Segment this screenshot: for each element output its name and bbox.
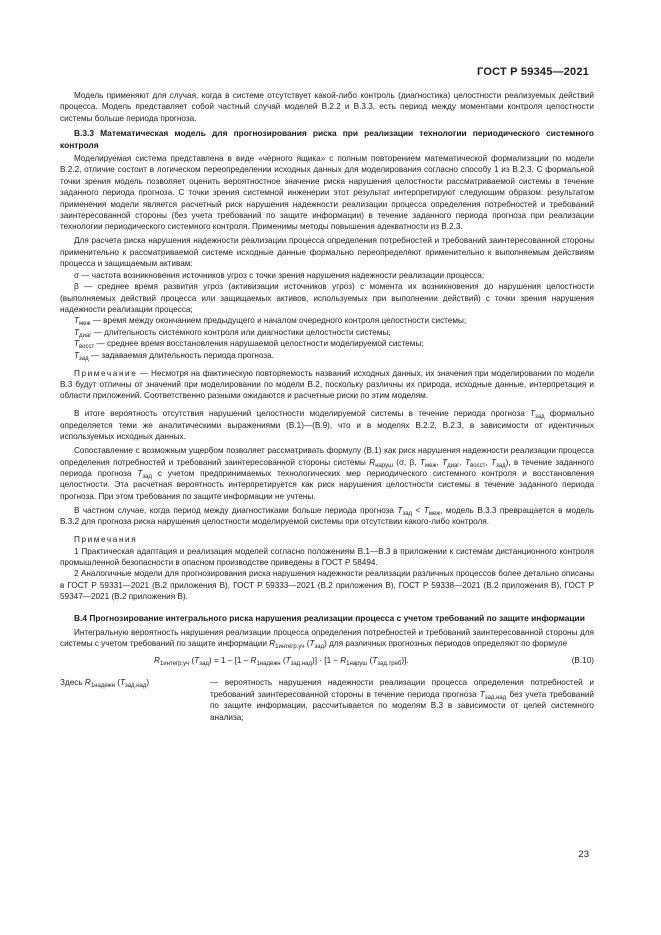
symbol-subscript: диаг xyxy=(79,332,92,339)
symbol-subscript: наруш xyxy=(375,462,393,469)
text-run: с учетом предпринимаемых технологических мер периодического системного контроля и восстановления целостности. Эта расчетная вероятность интерпретируется как риск нарушения целостности системы в течение заданного периода прогноза. При этом требования по защите информации не учтены. xyxy=(60,468,595,501)
text-run: < xyxy=(412,505,424,515)
definition-text: — среднее время восстановления нарушаемой целостности моделируемой системы; xyxy=(94,339,424,349)
symbol-t: T xyxy=(372,656,378,666)
symbol-t: T xyxy=(137,468,143,478)
symbol-r: R xyxy=(340,656,347,666)
symbol-subscript: 1надежн xyxy=(256,661,281,668)
paragraph-b33-model: Моделируемая система представлена в виде «черного ящика» с полным повторением математической формализации по модели В.2.2, отличие состоит в логическом переопределении исходных данных для моделирования согласно способу 1 из В.2.3. С формальной точки зрения модель позволяет оценить вероятностное значение риска нарушения целостности рассматриваемой системы в течение заданного периода прогноза. С точки зрения системной инженерии этот результат интерпретируют следующим образом: результатом применения модели является расчетный риск нарушения надежности реализации процесса определения потребностей и требований заинтересованной стороны (без учета требований по защите информации) в течение заданного периода прогноза при реализации технологии периодического системного контроля. Применимы методы повышения адекватности из В.2.3. xyxy=(60,154,594,232)
symbol-t: T xyxy=(74,339,80,349)
symbol-t: T xyxy=(74,316,80,326)
symbol-subscript: 1надежн xyxy=(90,683,115,690)
symbol-subscript: зад xyxy=(402,510,413,517)
text-run: ( xyxy=(114,678,120,688)
symbol-t: T xyxy=(423,505,429,515)
symbol-subscript: зад.над xyxy=(290,661,313,668)
definition-t-vosst xyxy=(60,338,594,349)
symbol-t: T xyxy=(490,457,496,467)
section-heading-b33: В.3.3 Математическая модель для прогнозирования риска при реализации технологии периодического системного контроля xyxy=(60,128,594,150)
definition-t-mezh xyxy=(60,315,594,326)
symbol-r: R xyxy=(154,656,160,666)
symbol-r: R xyxy=(369,457,376,467)
symbol-subscript: зад xyxy=(199,661,209,668)
text-run: ( xyxy=(189,656,195,666)
document-id-header: ГОСТ Р 59345—2021 xyxy=(477,66,589,78)
text-run: ( xyxy=(367,656,373,666)
symbol-t: T xyxy=(530,409,536,419)
symbol-t: T xyxy=(442,457,448,467)
definition-description xyxy=(210,677,594,723)
text-run: Сопоставление с возможным ущербом позволяет рассматривать формулу (В.1) как риск нарушения надежности реализации процесса определения потребностей и требований заинтересованной стороны системы xyxy=(60,446,594,467)
paragraph-intro: Модель применяют для случая, когда в системе отсутствует какой-либо контроль (диагностика) целостности реализуемых действий процесса. Модель представляет собой частный случай моделей В.2.2 и В.3.3, есть период между моментами контроля целостности системы больше периода прогноза. xyxy=(60,91,594,123)
text-run: Интегральную вероятность нарушения реализации процесса определения потребностей и требований заинтересованной стороны для системы с учетом требований по защите информации xyxy=(60,627,594,649)
symbol-subscript: зад xyxy=(495,462,506,469)
definition-term xyxy=(60,677,210,723)
symbol-subscript: меж xyxy=(428,510,441,517)
symbol-subscript: восст xyxy=(79,344,95,351)
definition-t-zad xyxy=(60,350,594,361)
symbol-sigma: σ xyxy=(74,270,80,280)
note-item-1: 1 Практическая адаптация и реализация моделей согласно положениям В.1—В.3 в приложении к системам дистанционного контроля промышленной безопасности в опасном производстве приведены в ГОСТ Р 58494. xyxy=(60,546,594,567)
symbol-t: T xyxy=(397,505,403,515)
paragraph-itog xyxy=(60,408,594,442)
symbol-subscript: зад xyxy=(314,644,325,651)
page-number: 23 xyxy=(578,849,589,860)
paragraph-b33-data: Для расчета риска нарушения надежности реализации процесса определения потребностей и требований заинтересованной стороны применительно к рассматриваемой системе исходные данные формально переопределяют применительно к выполняемым действиям процесса и защищаемым активам: xyxy=(60,236,594,269)
symbol-t: T xyxy=(74,350,80,360)
text-run: Здесь xyxy=(60,678,85,688)
text-run: — вероятность нарушения надежности реализации процесса определения потребностей и требований заинтересованной стороны в течение периода прогноза xyxy=(210,678,594,699)
symbol-t: T xyxy=(465,457,471,467)
symbol-subscript: 1интегр.уч xyxy=(159,661,190,668)
definition-t-diag xyxy=(60,327,594,338)
symbol-t: T xyxy=(74,327,80,337)
formula-number: (В.10) xyxy=(571,656,594,666)
symbol-subscript: зад.над xyxy=(484,694,507,701)
note-single xyxy=(60,368,594,402)
text-run: )]. xyxy=(401,656,409,666)
symbol-r: R xyxy=(269,639,276,649)
notes-heading: Примечания xyxy=(74,535,138,545)
paragraph-b4 xyxy=(60,627,594,650)
symbol-r: R xyxy=(250,656,257,666)
symbol-subscript: зад xyxy=(79,355,89,362)
symbol-subscript: восст xyxy=(470,462,486,469)
paragraph-chastny-sluchai xyxy=(60,505,594,528)
text-run: (σ, β, xyxy=(392,457,421,467)
symbol-subscript: зад.треб xyxy=(377,661,402,668)
definition-text: — частота возникновения источников угроз с точки зрения нарушения надежности реализации процесса; xyxy=(79,270,485,280)
definition-beta xyxy=(60,281,594,315)
paragraph-sopostavlenie: Сопоставление с возможным ущербом позволяет рассматривать формулу (В.1) как риск нарушения надежности реализации процесса определения потребностей и требований заинтересованной стороны системы $R_{наруш}$ (σ, β, $T_{меж}$, $T_{диаг}$, $T_{восст}$, $T_{зад}$), в течение заданного периода прогноза $T_{зад}$ с учетом предпринимаемых технологических мер периодического системного контроля и восстановления целостности. Эта расчетная вероятность интерпретируется как риск нарушения целостности системы в течение заданного периода прогноза. При этом требования по защите информации не учтены. xyxy=(60,446,595,501)
symbol-t: T xyxy=(285,656,291,666)
note-label: Примечание xyxy=(74,368,138,378)
text-run: ) для различных прогнозных периодов определяют по формуле xyxy=(324,639,568,649)
text-run: формально определяется теми же аналитическими выражениями (В.1)—(В.9), что и в моделях В.2.2, В.2.3, в зависимости от идентичных используемых исходных данных. xyxy=(60,409,594,442)
text-run: без учета требований по защите информации, рассчитывается по моделям В.3 в зависимости от целей системного анализа; xyxy=(210,689,595,722)
symbol-subscript: меж xyxy=(425,462,437,469)
text-run: ( xyxy=(280,656,286,666)
symbol-subscript: зад.над xyxy=(124,683,147,690)
text-run: , модель В.3.3 превращается в модель В.3.2 для прогноза риска нарушения целостности моделируемой системы при отсутствии какого-либо контроля. xyxy=(60,505,594,527)
symbol-subscript: зад xyxy=(535,414,545,421)
symbol-subscript: меж xyxy=(79,321,91,328)
text-run: ), в течение заданного периода прогноза xyxy=(60,457,594,478)
formula-b10 xyxy=(60,655,594,669)
symbol-r: R xyxy=(84,678,91,688)
symbol-subscript: 1наруш xyxy=(346,661,368,668)
text-run: )] · [1 – xyxy=(312,656,341,666)
formula-expression xyxy=(154,655,409,666)
note-text: — Несмотря на фактическую повторяемость названий исходных данных, их значения при моделировании по модели В.3 будут отличны от значений при моделировании по модели В.2, поскольку различны их природа, исходные данные, интерпретация и области приложений. Соответственно разными ожидаются и расчетные риски по этим моделям. xyxy=(60,368,594,401)
page-content xyxy=(60,90,594,723)
definition-text: — среднее время развития угроз (активизации источников угроз) с момента их возникновения до нарушения целостности (выполняемых действий процесса или защищаемых активов, используемых при выполнении действий) с точки зрения нарушения надежности реализации процесса; xyxy=(60,282,594,314)
text-run: ) xyxy=(146,678,150,688)
symbol-subscript: диаг xyxy=(447,462,460,469)
text-run: В частном случае, когда период между диагностиками больше периода прогноза xyxy=(74,505,398,515)
text-run: ( xyxy=(304,639,310,649)
symbol-subscript: 1интегр.уч xyxy=(275,644,305,651)
text-run: ) = 1 – [1 – xyxy=(208,656,251,666)
definition-text: — длительность системного контроля или диагностики целостности системы; xyxy=(91,327,391,337)
symbol-subscript: зад xyxy=(142,473,152,480)
symbol-t: T xyxy=(479,689,485,699)
symbol-t: T xyxy=(309,639,315,649)
section-heading-b4: В.4 Прогнозирование интегрального риска нарушения реализации процесса с учетом требований по защите информации xyxy=(74,613,585,624)
definition-text: — время между окончанием предыдущего и началом очередного контроля целостности системы; xyxy=(90,316,467,326)
text-run: В итоге вероятность отсутствия нарушений целостности моделируемой системы в течение периода прогноза xyxy=(74,409,530,419)
symbol-beta: β xyxy=(74,282,79,292)
symbol-t: T xyxy=(119,678,125,688)
symbol-t: T xyxy=(420,457,426,467)
symbol-t: T xyxy=(194,656,200,666)
definition-r1nadezhn xyxy=(60,677,594,723)
definition-sigma xyxy=(60,270,594,281)
definition-text: — задаваемая длительность периода прогноза. xyxy=(88,350,274,360)
note-item-2: 2 Аналогичные модели для прогнозирования риска нарушения надежности реализации различных процессов более детально описаны в ГОСТ Р 59331—2021 (В.2 приложения В), ГОСТ Р 59333—2021 (В.2 приложения В), ГОСТ Р 59338—2021 (В.2 приложения В), ГОСТ Р 59347—2021 (В.2 приложения В). xyxy=(60,569,594,602)
